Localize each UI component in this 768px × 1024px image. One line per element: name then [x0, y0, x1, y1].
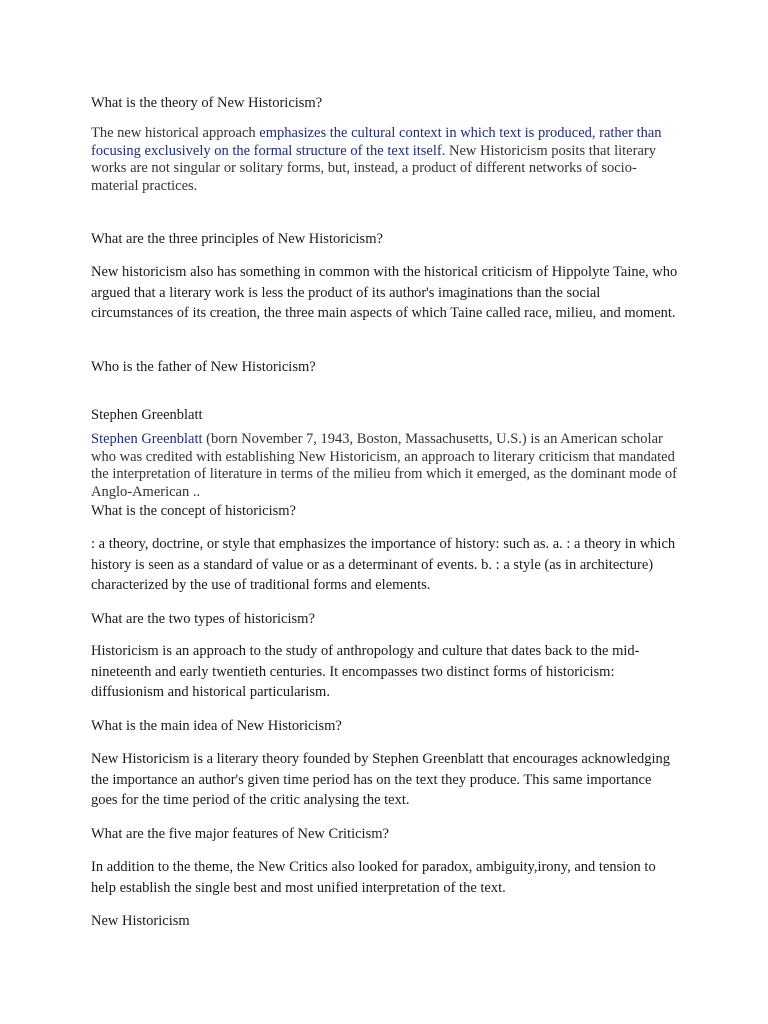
greenblatt-bio: (born November 7, 1943, Boston, Massachusetts, U.S.) is an American scholar who was credited with establishing New Historicism, an approach to literary criticism that mandated the interpretation of literature in terms of the milieu from which it emerged, as the dominant mode of Anglo-American ..: [91, 431, 678, 500]
question-historicism-concept: What is the concept of historicism?: [91, 503, 296, 519]
question-three-principles: What are the three principles of New Historicism?: [91, 231, 383, 247]
answer-theory: [91, 125, 681, 195]
question-father: Who is the father of New Historicism?: [91, 359, 316, 375]
answer-theory-highlight: emphasizes the cultural context in which text is produced, rather than focusing exclusively on the formal structure of the text itself: [91, 125, 662, 159]
answer-theory-pre: The new historical approach: [91, 125, 260, 141]
answer-three-principles: New historicism also has something in common with the historical criticism of Hippolyte Taine, who argued that a literary work is less the product of its author's imaginations than the social circumstances of its creation, the three main aspects of which Taine called race, milieu, and moment.: [91, 264, 678, 321]
answer-theory-post: . New Historicism posits that literary works are not singular or solitary forms, but, instead, a product of different networks of socio-material practices.: [91, 142, 656, 194]
question-theory: What is the theory of New Historicism?: [91, 95, 323, 111]
answer-historicism-concept: : a theory, doctrine, or style that emphasizes the importance of history: such as. a. : a theory in which history is seen as a standard of value or as a determinant of events. b. : a style (as in architecture) characterized by the use of traditional forms and elements.: [91, 536, 676, 593]
question-two-types: What are the two types of historicism?: [91, 611, 315, 627]
answer-five-features: In addition to the theme, the New Critics also looked for paradox, ambiguity,irony, and tension to help establish the single best and most unified interpretation of the text.: [91, 859, 656, 896]
answer-two-types: Historicism is an approach to the study of anthropology and culture that dates back to the mid-nineteenth and early twentieth centuries. It encompasses two distinct forms of historicism: diffusionism and historical particularism.: [91, 643, 640, 700]
answer-father-detail: [91, 431, 681, 501]
question-five-features: What are the five major features of New Criticism?: [91, 826, 389, 842]
greenblatt-name: Stephen Greenblatt: [91, 431, 203, 447]
answer-father-short: Stephen Greenblatt: [91, 407, 203, 423]
question-main-idea: What is the main idea of New Historicism?: [91, 718, 342, 734]
footer-heading: New Historicism: [91, 913, 190, 929]
answer-main-idea: New Historicism is a literary theory founded by Stephen Greenblatt that encourages acknowledging the importance an author's given time period has on the text they produce. This same importance goes for the time period of the critic analysing the text.: [91, 751, 671, 808]
